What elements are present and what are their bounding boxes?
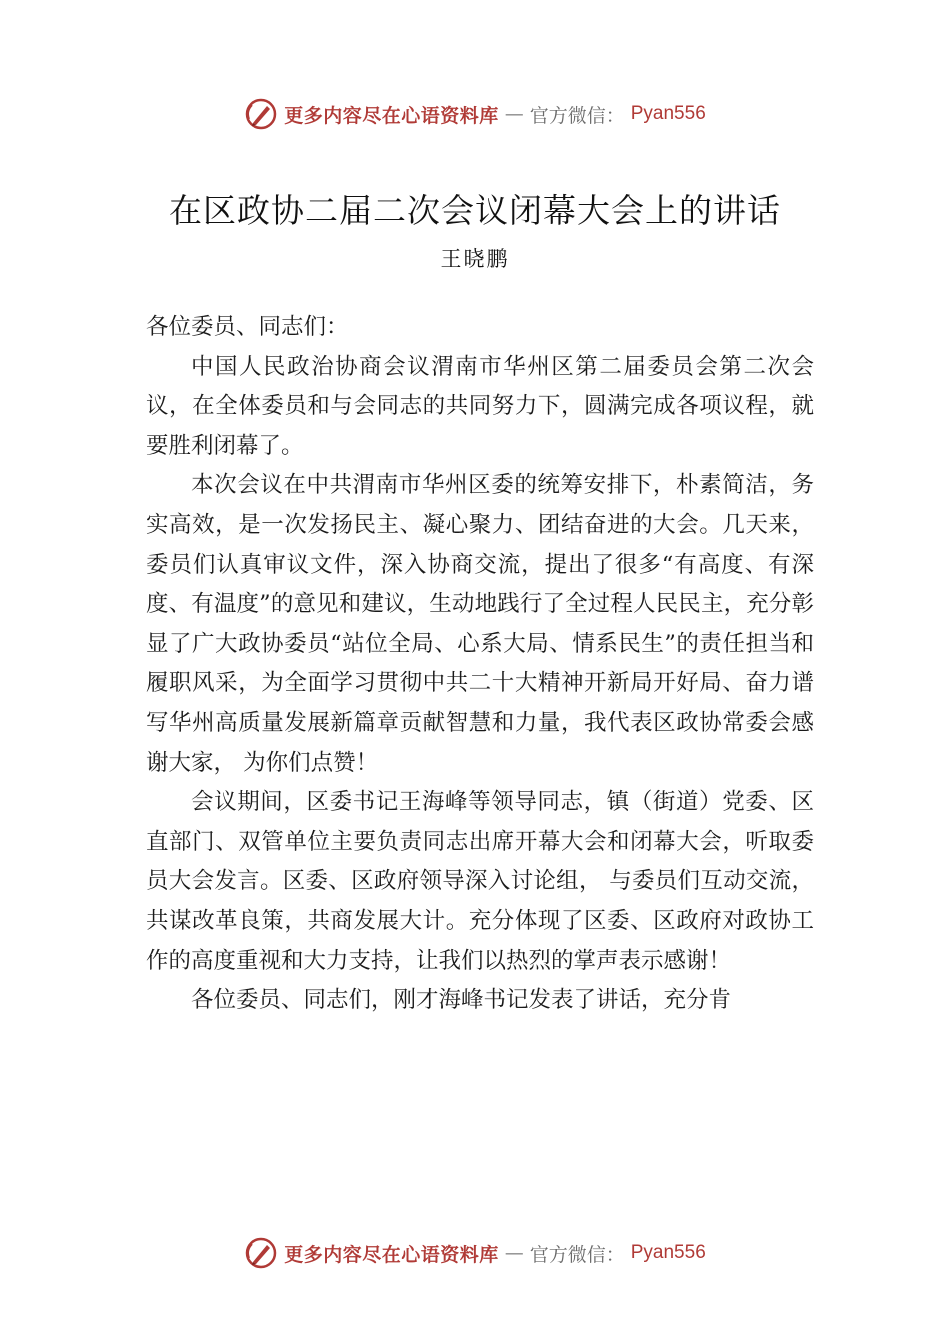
paragraph: 会议期间，区委书记王海峰等领导同志，镇（街道）党委、区直部门、双管单位主要负责同志出席开幕大会和闭幕大会，听取委员大会发言。区委、区政府领导深入讨论组， 与委员们互动交流，共谋改革良策，共商发展大计。充分体现了区委、区政府对政协工作的高度重视和大力支持，让我们以热烈的掌声表示感谢！	[146, 789, 814, 974]
watermark-dash: —	[504, 1242, 524, 1264]
watermark-brand: 更多内容尽在心语资料库	[284, 104, 499, 127]
pen-logo-icon	[244, 97, 278, 131]
watermark-dash: —	[504, 103, 524, 125]
salutation: 各位委员、同志们：	[146, 314, 349, 340]
paragraph: 各位委员、同志们，刚才海峰书记发表了讲话，充分肯	[191, 987, 732, 1014]
document-author: 王晓鹏	[440, 247, 510, 271]
footer-watermark	[0, 1233, 950, 1273]
watermark-wechat-id: Pyan556	[630, 103, 706, 124]
watermark-label: 官方微信：	[529, 1243, 625, 1266]
header-watermark	[0, 94, 950, 134]
paragraph: 中国人民政治协商会议渭南市华州区第二届委员会第二次会议，在全体委员和与会同志的共同努力下，圆满完成各项议程，就要胜利闭幕了。	[146, 353, 814, 459]
pen-logo-icon	[244, 1236, 278, 1270]
document-body	[146, 308, 814, 1021]
watermark-brand: 更多内容尽在心语资料库	[284, 1243, 499, 1266]
document-title: 在区政协二届二次会议闭幕大会上的讲话	[169, 191, 781, 230]
paragraph: 本次会议在中共渭南市华州区委的统筹安排下，朴素简洁，务实高效，是一次发扬民主、凝心聚力、团结奋进的大会。几天来，委员们认真审议文件，深入协商交流，提出了很多“有高度、有深度、有温度”的意见和建议，生动地践行了全过程人民民主，充分彰显了广大政协委员“站位全局、心系大局、情系民生”的责任担当和履职风采，为全面学习贯彻中共二十大精神开新局开好局、奋力谱写华州高质量发展新篇章贡献智慧和力量，我代表区政协常委会感谢大家， 为你们点赞！	[146, 472, 814, 776]
watermark-label: 官方微信：	[529, 104, 625, 127]
watermark-wechat-id: Pyan556	[630, 1242, 706, 1263]
